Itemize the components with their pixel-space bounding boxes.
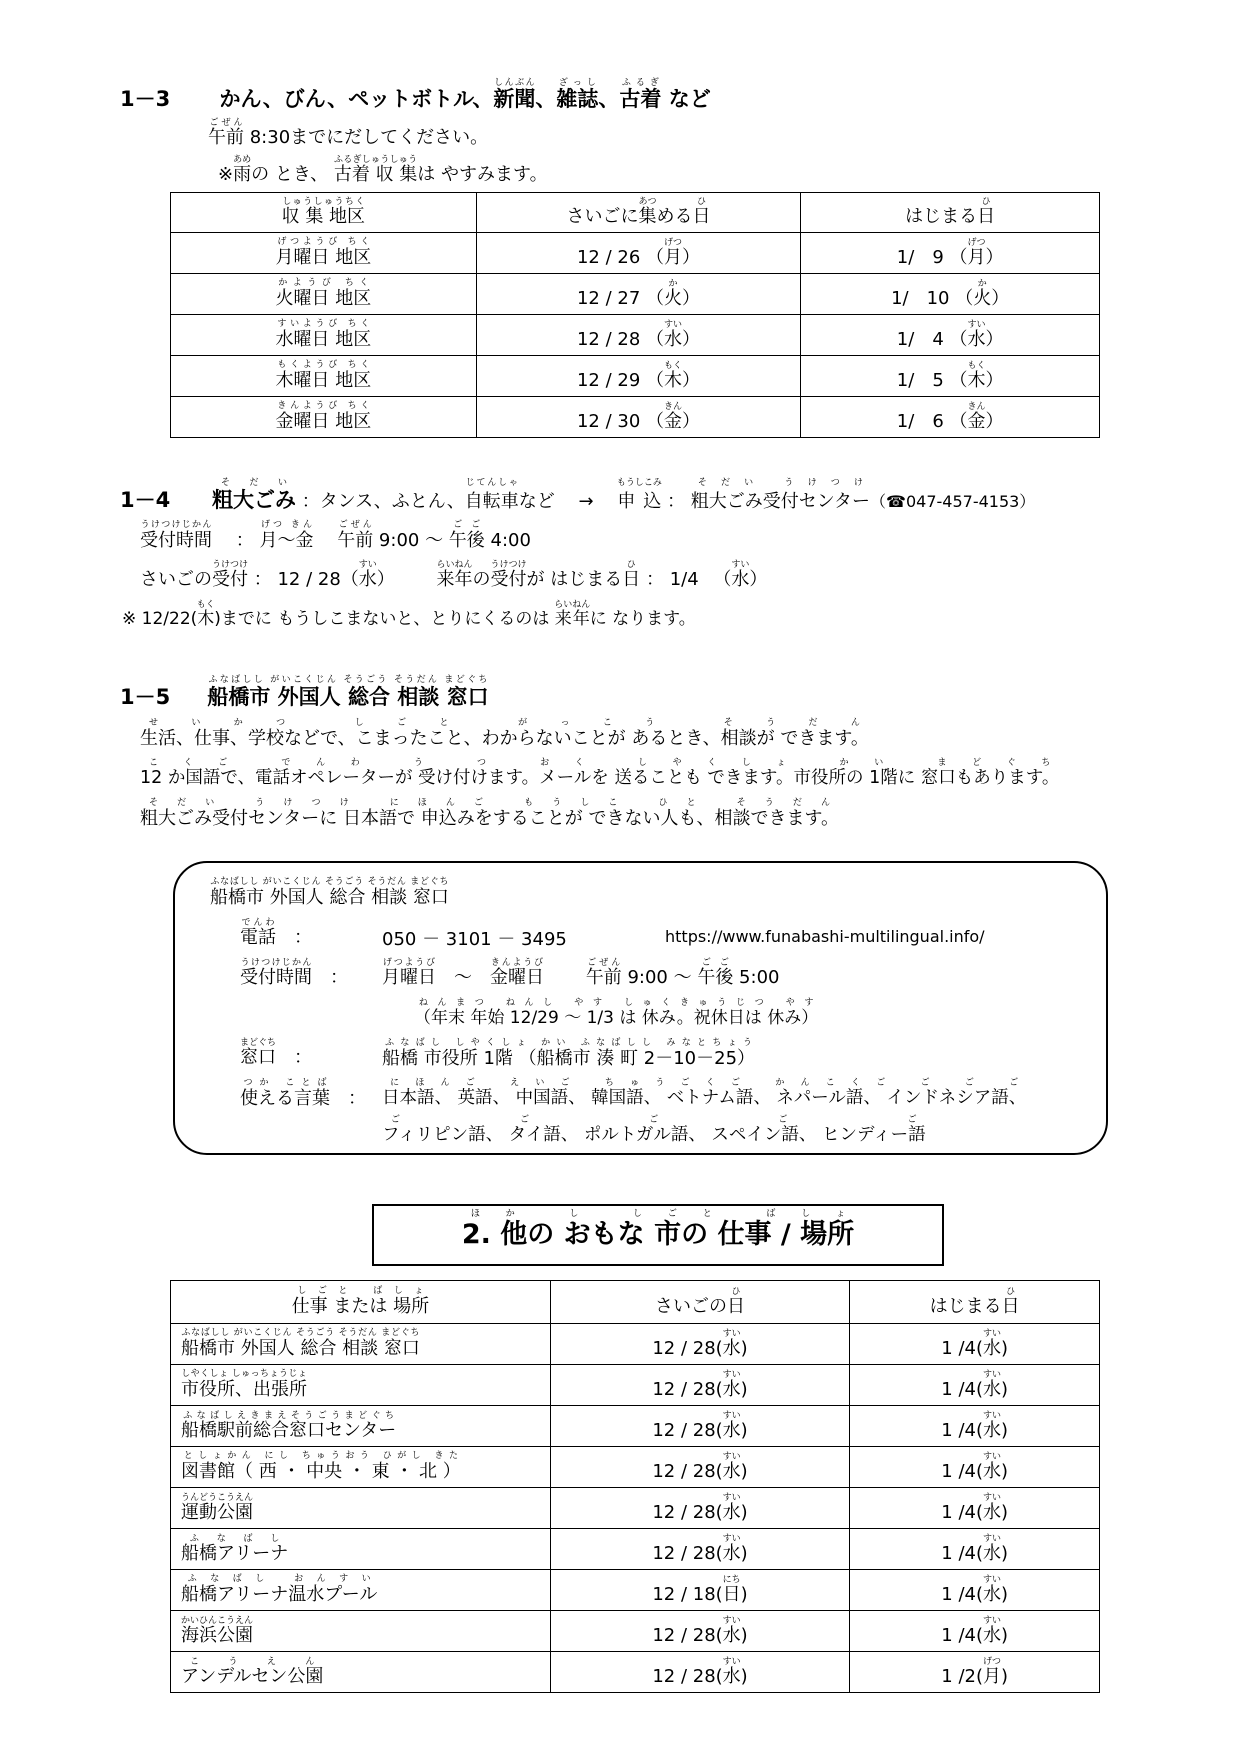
info-holidays: （年末 年始 12/29 ～ 1/3 は 休み。祝休日は 休み）ねんまつ ねんし やす しゅくきゅうじつ やす — [414, 998, 819, 1028]
header-start-day: はじまる日ひ — [850, 1281, 1100, 1324]
section-2-title: 2. 他の おもな 市の 仕事 / 場所ほか し しごと ばしょ — [372, 1204, 944, 1266]
info-website-link[interactable]: https://www.funabashi-multilingual.info/ — [665, 927, 985, 946]
section-1-3-heading: 1－3 かん、びん、ペットボトル、新聞しんぶん、雑誌ざっし、古着ふるぎ など — [120, 78, 711, 111]
consultation-paragraph-1: 生活、仕事、学校などで、こまったこと、わからないことが あるとき、相談が できます。せいかつ しごと がっこう そうだん — [140, 718, 869, 749]
table-row: 水曜日 地区すいようび ちく 12 / 28 （水すい） 1/ 4 （水すい） — [171, 315, 1100, 356]
phone-number: （☎047-457-4153） — [870, 492, 1036, 511]
arrow-icon: → — [578, 491, 594, 512]
table-row: 船橋市 外国人 総合 相談 窓口ふなばしし がいこくじん そうごう そうだん まどぐち 12 / 28(水すい) 1 /4(水すい) — [171, 1324, 1100, 1365]
header-last-day: さいごの日ひ — [550, 1281, 850, 1324]
info-phone-row: 電話でんわ ： — [240, 918, 312, 948]
info-languages-2: フィリピン語、 タイ語、 ポルトガル語、 スペイン語、 ヒンディー語ご ご ご ご ご — [382, 1115, 926, 1145]
section-1-4-heading: 1－4 粗大ごみそだい ：タンス、ふとん、自転車じてんしゃなど → 申 込もうしこみ ： 粗大ごみ受付センターそだい うけつけ（☎047-457-4153） — [120, 478, 1036, 512]
table-row: 木曜日 地区もくようび ちく 12 / 29 （木もく） 1/ 5 （木もく） — [171, 356, 1100, 397]
table-row: 船橋駅前総合窓口センターふなばしえきまえそうごうまどぐち 12 / 28(水すい) 1 /4(水すい) — [171, 1406, 1100, 1447]
rain-note: ※雨あめの とき、 古着 収 集ふるぎしゅうしゅうは やすみます。 — [218, 155, 548, 185]
table-row: 海浜公園かいひんこうえん 12 / 28(水すい) 1 /4(水すい) — [171, 1611, 1100, 1652]
info-hours-label: 受付時間うけつけじかん ： — [240, 958, 348, 988]
table-row: 船橋アリーナ温水プールふなばし おんすい 12 / 18(日にち) 1 /4(水すい) — [171, 1570, 1100, 1611]
collection-time-line: 午前ごぜん 8:30までにだしてください。 — [208, 118, 489, 148]
table-row: 火曜日 地区かようび ちく 12 / 27 （火か） 1/ 10 （火か） — [171, 274, 1100, 315]
deadline-note: ※ 12/22(木もく)までに もうしこまないと、とりにくるのは 来年らいねんに なります。 — [122, 600, 696, 629]
info-phone-number: 050 － 3101 － 3495 — [382, 929, 567, 950]
table-row: アンデルセン公園こうえん 12 / 28(水すい) 1 /2(月げつ) — [171, 1652, 1100, 1693]
table-row: 運動公園うんどうこうえん 12 / 28(水すい) 1 /4(水すい) — [171, 1488, 1100, 1529]
last-reception-line: さいごの受付うけつけ ： 12 / 28（水すい） 来年らいねんの受付うけつけが はじまる日ひ ： 1/4 （水すい） — [140, 560, 768, 590]
table-row: 図書館（ 西 ・ 中央 ・ 東 ・ 北 ）としょかん にし ちゅうおう ひがし きた 12 / 28(水すい) 1 /4(水すい) — [171, 1447, 1100, 1488]
consultation-paragraph-3: 粗大ごみ受付センターに 日本語で 申込みをすることが できない人も、相談できます。そだい うけつけ にほんご もうしこ ひと そうだん — [140, 798, 840, 829]
city-facilities-table — [170, 1280, 1100, 1693]
info-window-label: 窓口まどぐち ： — [240, 1038, 313, 1068]
table-header-row — [171, 193, 1100, 233]
info-languages-label: 使える言葉つか ことば ： — [240, 1078, 366, 1109]
table-header-row — [171, 1281, 1100, 1324]
consultation-paragraph-2: 12 か国語で、電話オペレーターが 受け付けます。メールを 送ることも できます。市役所の 1階に 窓口もあります。こくご でんわ う つ おく しやくしょ かい まどぐち — [140, 758, 1060, 788]
table-row: 市役所、出張所しやくしょ しゅっちょうじょ 12 / 28(水すい) 1 /4(水すい) — [171, 1365, 1100, 1406]
table-row: 船橋アリーナふなばし 12 / 28(水すい) 1 /4(水すい) — [171, 1529, 1100, 1570]
info-hours: 月曜日げつようび ～ 金曜日きんようび 午前ごぜん 9:00 ～ 午後ごご 5:00 — [382, 958, 780, 988]
section-number: 1－3 — [120, 87, 171, 111]
header-district: 収 集 地区しゅうしゅうちく — [171, 193, 477, 233]
year-end-collection-table — [170, 192, 1100, 438]
table-row: 月曜日 地区げつようび ちく 12 / 26 （月げつ） 1/ 9 （月げつ） — [171, 233, 1100, 274]
header-last-day: さいごに集あつめる日ひ — [476, 193, 801, 233]
info-languages-1: 日本語、 英語、 中国語、 韓国語、 ベトナム語、 ネパール語、 インドネシア語、にほんご えいご ちゅうごくご かんこくご ご ご ご — [382, 1078, 1027, 1108]
reception-hours-line: 受付時間うけつけじかん ： 月～金げつ きん 午前ごぜん 9:00 ～ 午後ごご 4:00 — [140, 520, 531, 551]
table-row: 金曜日 地区きんようび ちく 12 / 30 （金きん） 1/ 6 （金きん） — [171, 397, 1100, 438]
section-1-5-heading: 1－5 船橋市 外国人 総合 相談 窓口ふなばしし がいこくじん そうごう そうだん まどぐち — [120, 675, 489, 709]
section-number: 1－4 — [120, 488, 171, 512]
header-facility: 仕事 または 場所しごと ばしょ — [171, 1281, 551, 1324]
info-box-title: 船橋市 外国人 総合 相談 窓口ふなばしし がいこくじん そうごう そうだん まどぐち — [210, 877, 449, 908]
header-start-day: はじまる日ひ — [801, 193, 1100, 233]
section-number: 1－5 — [120, 685, 171, 709]
info-window-address: 船橋 市役所 1階 （船橋市 湊 町 2－10－25）ふなばし しやくしょ かい ふなばしし みなとちょう — [382, 1038, 756, 1069]
